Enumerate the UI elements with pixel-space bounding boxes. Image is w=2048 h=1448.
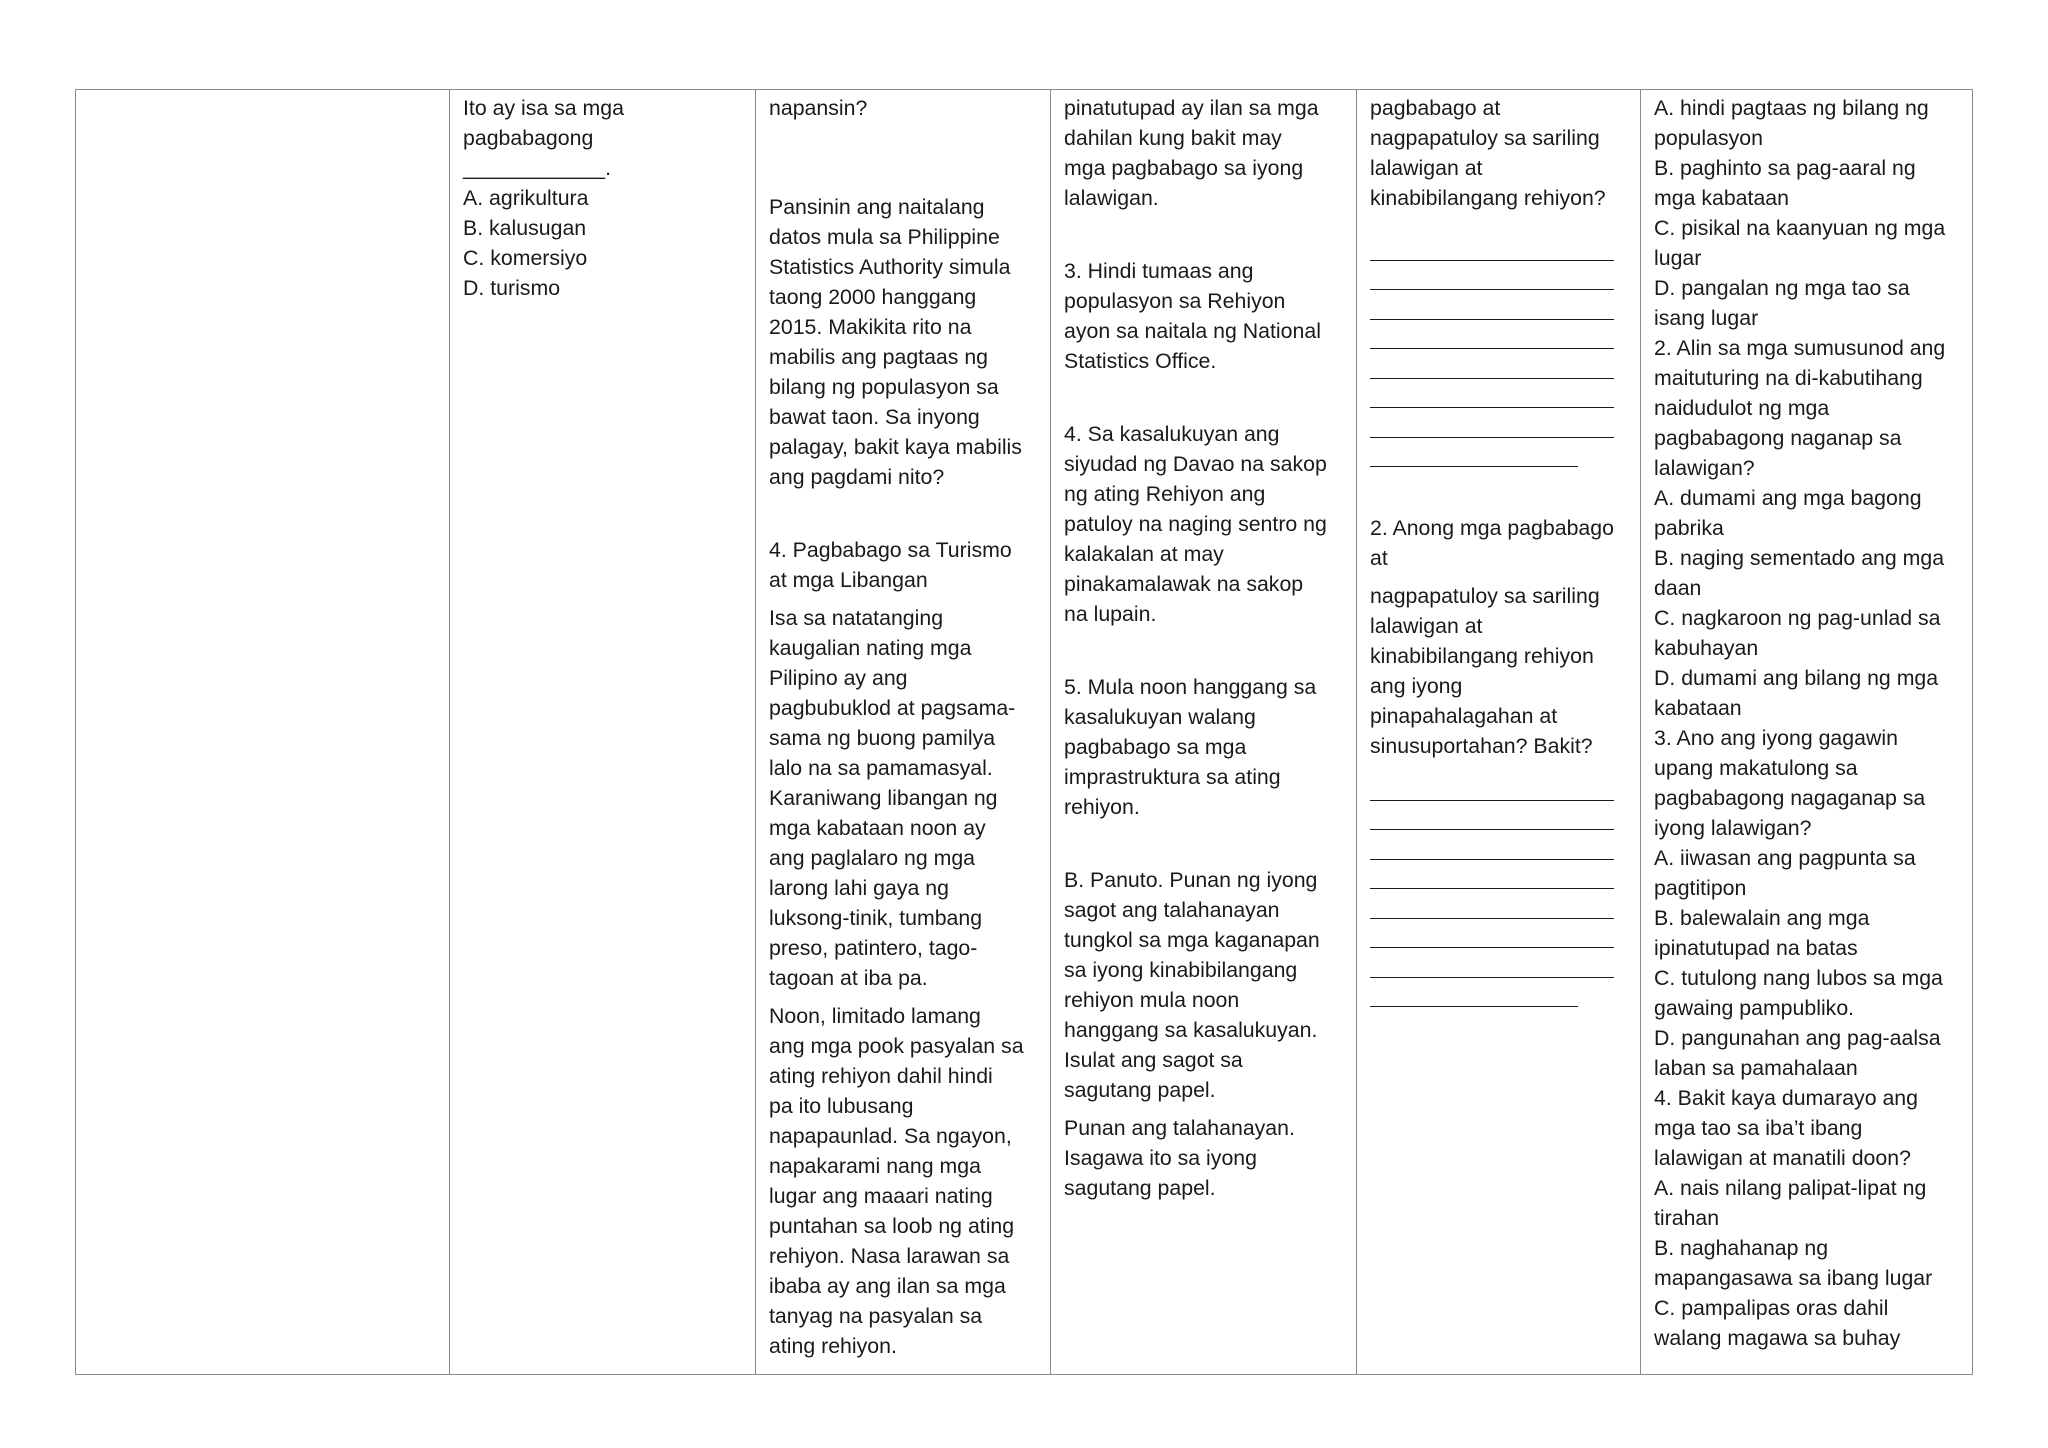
- instruction-b: B. Panuto. Punan ng iyong sagot ang talahanayan tungkol sa mga kaganapan sa iyong kinabibilangang rehiyon mula noon hanggang sa kasalukuyan. Isulat ang sagot sa sagutang papel.: [1064, 868, 1320, 1102]
- table-row: [76, 90, 1973, 1375]
- lesson-table: [75, 89, 1973, 1375]
- lesson-content-cell: [756, 90, 1051, 1375]
- answer-line: [1370, 978, 1578, 1008]
- answer-lines-2: [1370, 771, 1628, 1007]
- answer-line: [1370, 830, 1614, 860]
- answer-line: [1370, 349, 1614, 379]
- statements-cell: [1051, 90, 1357, 1375]
- answer-line: [1370, 438, 1578, 468]
- multiple-choice-cell: [1641, 90, 1973, 1375]
- answer-line: [1370, 320, 1614, 350]
- destinations-paragraph: Noon, limitado lamang ang mga pook pasyalan sa ating rehiyon dahil hindi pa ito lubusang napapaunlad. Sa ngayon, napakarami nang mga lugar ang maaari nating puntahan sa loob ng ating rehiyon. Nasa larawan sa ibaba ay ang ilan sa mga tanyag na pasyalan sa ating rehiyon.: [769, 1004, 1024, 1358]
- question-continuation: napansin?: [769, 96, 868, 120]
- answer-line: [1370, 919, 1614, 949]
- answer-line: [1370, 408, 1614, 438]
- statement-3: 3. Hindi tumaas ang populasyon sa Rehiyon ayon sa naitala ng National Statistics Office.: [1064, 259, 1321, 373]
- answer-line: [1370, 379, 1614, 409]
- section-heading-tourism: 4. Pagbabago sa Turismo at mga Libangan: [769, 538, 1012, 592]
- statement-4: 4. Sa kasalukuyan ang siyudad ng Davao na sakop ng ating Rehiyon ang patuloy na naging sentro ng kalakalan at may pinakamalawak na sakop na lupain.: [1064, 422, 1327, 626]
- statement-2-continuation: pinatutupad ay ilan sa mga dahilan kung bakit may mga pagbabago sa iyong lalawigan.: [1064, 96, 1319, 210]
- answer-line: [1370, 231, 1614, 261]
- answer-line: [1370, 261, 1614, 291]
- answer-line: [1370, 771, 1614, 801]
- statement-5: 5. Mula noon hanggang sa kasalukuyan walang pagbabago sa mga imprastruktura sa ating rehiyon.: [1064, 675, 1317, 819]
- question-2: 2. Anong mga pagbabago at: [1370, 516, 1614, 570]
- question-text: Ito ay isa sa mga pagbabagong ____________.: [463, 96, 624, 180]
- multiple-choice-text: A. hindi pagtaas ng bilang ng populasyon B. paghinto sa pag-aaral ng mga kabataan C. pisikal na kaanyuan ng mga lugar D. pangalan ng mga tao sa isang lugar 2. Alin sa mga sumusunod ang maituturing na di-kabutihang naidudulot ng mga pagbabagong naganap sa lalawigan? A. dumami ang mga bagong pabrika B. naging sementado ang mga daan C. nagkaroon ng pag-unlad sa kabuhayan D. dumami ang bilang ng mga kabataan 3. Ano ang iyong gagawin upang makatulong sa pagbabagong nagaganap sa iyong lalawigan? A. iiwasan ang pagpunta sa pagtitipon B. balewalain ang mga ipinatutupad na batas C. tutulong nang lubos sa mga gawaing pampubliko. D. pangunahan ang pag-aalsa laban sa pamahalaan 4. Bakit kaya dumarayo ang mga tao sa iba’t ibang lalawigan at manatili doon? A. nais nilang palipat-lipat ng tirahan B. naghahanap ng mapangasawa sa ibang lugar C. pampalipas oras dahil walang magawa sa buhay: [1654, 96, 1946, 1350]
- answer-lines-1: [1370, 231, 1628, 467]
- open-questions-cell: [1357, 90, 1641, 1375]
- population-paragraph: Pansinin ang naitalang datos mula sa Philippine Statistics Authority simula taong 2000 hanggang 2015. Makikita rito na mabilis ang pagtaas ng bilang ng populasyon sa bawat taon. Sa inyong palagay, bakit kaya mabilis ang pagdami nito?: [769, 195, 1022, 489]
- answer-line: [1370, 860, 1614, 890]
- answer-line: [1370, 801, 1614, 831]
- answer-line: [1370, 290, 1614, 320]
- answer-line: [1370, 948, 1614, 978]
- answer-choices: A. agrikultura B. kalusugan C. komersiyo D. turismo: [463, 186, 589, 300]
- question-cell: [450, 90, 756, 1375]
- instruction-fill-table: Punan ang talahanayan. Isagawa ito sa iyong sagutang papel.: [1064, 1116, 1295, 1200]
- empty-cell: [76, 90, 450, 1375]
- question-1-continuation: pagbabago at nagpapatuloy sa sariling lalawigan at kinabibilangang rehiyon?: [1370, 96, 1606, 210]
- answer-line: [1370, 889, 1614, 919]
- question-2-body: nagpapatuloy sa sariling lalawigan at kinabibilangang rehiyon ang iyong pinapahalagahan at sinusuportahan? Bakit?: [1370, 584, 1600, 758]
- tourism-paragraph: Isa sa natatanging kaugalian nating mga Pilipino ay ang pagbubuklod at pagsama- sama ng buong pamilya lalo na sa pamamasyal. Karaniwang libangan ng mga kabataan noon ay ang paglalaro ng mga larong lahi gaya ng luksong-tinik, tumbang preso, patintero, tago- tagoan at iba pa.: [769, 606, 1016, 990]
